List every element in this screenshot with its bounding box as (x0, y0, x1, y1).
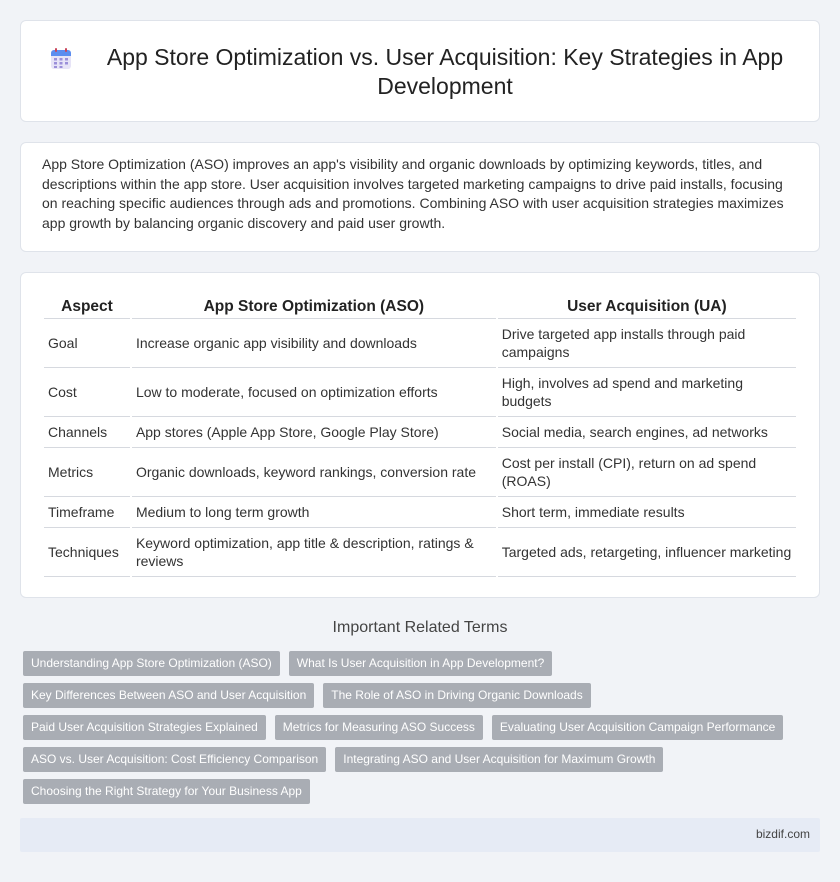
header-aspect: Aspect (44, 295, 130, 319)
table-cell: Metrics (44, 448, 130, 497)
table-cell: Medium to long term growth (132, 497, 496, 528)
comparison-card (20, 272, 820, 598)
related-term-tag[interactable]: Integrating ASO and User Acquisition for Maximum Growth (335, 747, 663, 772)
table-row (44, 417, 796, 448)
table-cell: Techniques (44, 528, 130, 577)
related-terms-list (23, 651, 803, 811)
related-term-tag[interactable]: What Is User Acquisition in App Development? (289, 651, 552, 676)
table-cell: Cost (44, 368, 130, 417)
table-header-row (44, 295, 796, 319)
header-card (20, 20, 820, 122)
table-cell: Timeframe (44, 497, 130, 528)
table-cell: Targeted ads, retargeting, influencer marketing (498, 528, 796, 577)
table-cell: Drive targeted app installs through paid campaigns (498, 319, 796, 368)
table-cell: Low to moderate, focused on optimization efforts (132, 368, 496, 417)
related-term-tag[interactable]: Evaluating User Acquisition Campaign Performance (492, 715, 783, 740)
table-row (44, 368, 796, 417)
table-row (44, 319, 796, 368)
table-cell: Organic downloads, keyword rankings, conversion rate (132, 448, 496, 497)
table-cell: Social media, search engines, ad networks (498, 417, 796, 448)
table-cell: App stores (Apple App Store, Google Play Store) (132, 417, 496, 448)
table-cell: Increase organic app visibility and downloads (132, 319, 496, 368)
related-term-tag[interactable]: Key Differences Between ASO and User Acquisition (23, 683, 314, 708)
related-term-tag[interactable]: Understanding App Store Optimization (ASO) (23, 651, 280, 676)
header-ua: User Acquisition (UA) (498, 295, 796, 319)
related-term-tag[interactable]: ASO vs. User Acquisition: Cost Efficiency Comparison (23, 747, 326, 772)
table-cell: High, involves ad spend and marketing budgets (498, 368, 796, 417)
related-term-tag[interactable]: The Role of ASO in Driving Organic Downloads (323, 683, 590, 708)
table-row (44, 497, 796, 528)
table-cell: Goal (44, 319, 130, 368)
page-title: App Store Optimization vs. User Acquisition: Key Strategies in App Development (106, 44, 784, 99)
related-terms-title: Important Related Terms (332, 619, 508, 636)
summary-card (20, 142, 820, 252)
footer (20, 818, 820, 852)
header-aso: App Store Optimization (ASO) (132, 295, 496, 319)
table-cell: Keyword optimization, app title & description, ratings & reviews (132, 528, 496, 577)
table-row (44, 528, 796, 577)
related-term-tag[interactable]: Metrics for Measuring ASO Success (275, 715, 483, 740)
table-cell: Short term, immediate results (498, 497, 796, 528)
comparison-table (42, 295, 798, 577)
table-row (44, 448, 796, 497)
table-cell: Channels (44, 417, 130, 448)
related-term-tag[interactable]: Paid User Acquisition Strategies Explained (23, 715, 266, 740)
summary-text: App Store Optimization (ASO) improves an app's visibility and organic downloads by optimizing keywords, titles, and descriptions within the app store. User acquisition involves targeted marketing campaigns to drive paid installs, focusing on reaching specific audiences through ads and promotions. Combining ASO with user acquisition strategies maximizes app growth by balancing organic discovery and paid user growth. (42, 156, 784, 231)
footer-brand[interactable]: bizdif.com (755, 827, 810, 841)
table-cell: Cost per install (CPI), return on ad spend (ROAS) (498, 448, 796, 497)
related-term-tag[interactable]: Choosing the Right Strategy for Your Business App (23, 779, 310, 804)
